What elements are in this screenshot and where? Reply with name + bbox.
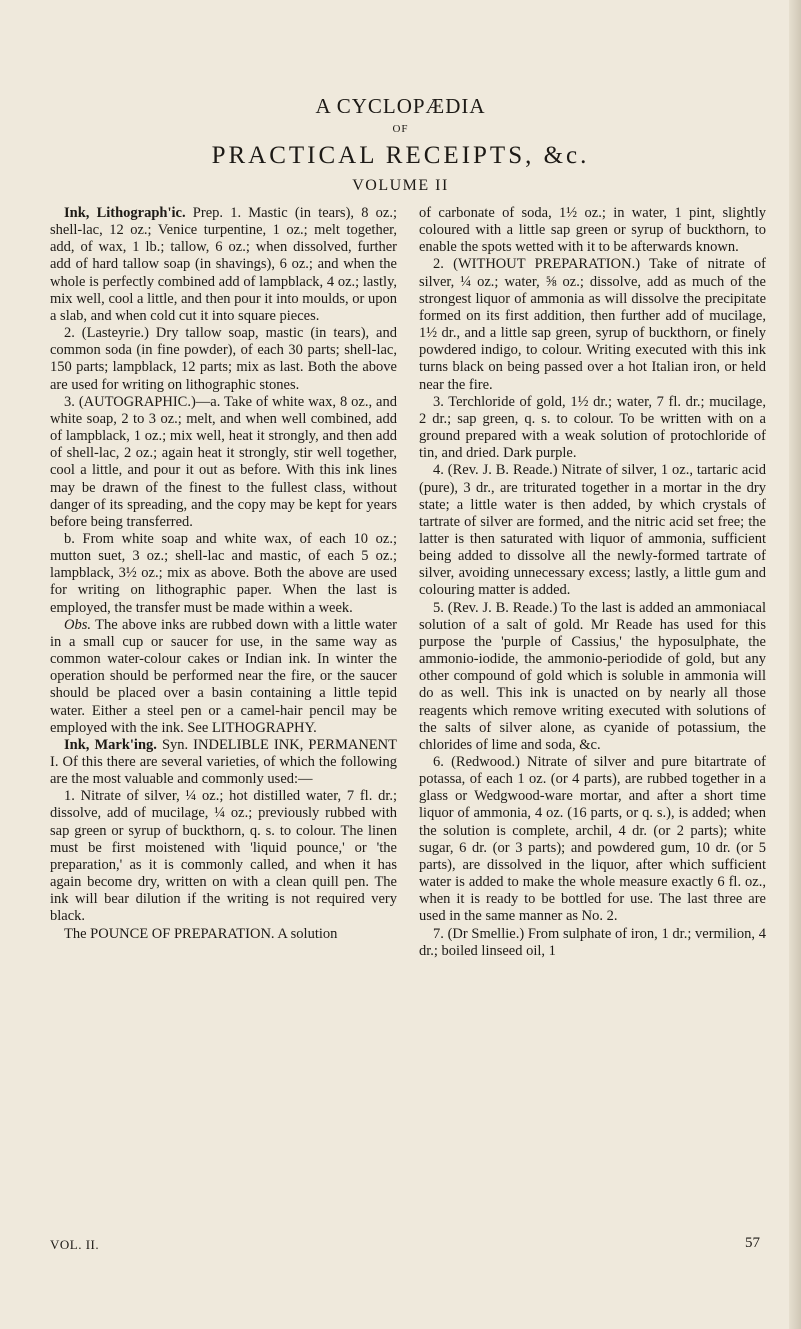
paragraph-text: Syn. INDELIBLE INK, PERMANENT I. Of this there are several varieties, of which the following are the most valuable and commonly used:— xyxy=(50,736,397,788)
paragraph xyxy=(50,205,397,325)
paragraph-text: 4. (Rev. J. B. Reade.) Nitrate of silver, 1 oz., tartaric acid (pure), 3 dr., are triturated together in a mortar in the dry state; a little water is then added, by which crystals of tartrate of silver are formed, and the nitric acid set free; the latter is then saturated with liquor of ammonia, sufficient being added to dissolve all the newly-formed tartrate of silver, avoiding unnecessary excess; lastly, a little gum and colouring matter is added. xyxy=(419,462,766,599)
paragraph-text: 2. (Lasteyrie.) Dry tallow soap, mastic (in tears), and common soda (in fine powder), of each 30 parts; shell-lac, 150 parts; lampblack, 12 parts; mix as last. Both the above are used for writing on lithographic stones. xyxy=(50,325,397,393)
page-number: 57 xyxy=(745,1235,760,1251)
title-line-2: OF xyxy=(392,123,409,135)
paragraph xyxy=(419,394,766,463)
title-line-1: A CYCLOPÆDIA xyxy=(315,94,486,118)
paragraph-lead: Ink, Mark'ing. xyxy=(64,736,157,753)
paragraph-text: Prep. 1. Mastic (in tears), 8 oz.; shell-lac, 12 oz.; Venice turpentine, 1 oz.; melt together, add, of wax, 1 lb.; tallow, 6 oz.; when dissolved, further add of hard tallow soap (in shavings), 6 oz.; and when the whole is perfectly combined add of lampblack, 4 oz.; lastly, mix well, cool a little, and then pour it into moulds, or upon a slab, and when cold cut it into square pieces. xyxy=(50,205,397,324)
page-edge-shadow xyxy=(789,0,801,1329)
volume-footer: VOL. II. xyxy=(50,1237,100,1252)
paragraph xyxy=(419,256,766,393)
left-column xyxy=(50,205,397,943)
paragraph xyxy=(419,926,766,960)
paragraph xyxy=(50,394,397,531)
paragraph-text: of carbonate of soda, 1½ oz.; in water, 1 pint, slightly coloured with a little sap green or syrup of buckthorn, to enable the spots wetted with it to be afterwards known. xyxy=(419,205,766,256)
paragraph-text: 7. (Dr Smellie.) From sulphate of iron, 1 dr.; vermilion, 4 dr.; boiled linseed oil, 1 xyxy=(419,925,766,959)
paragraph-text: 6. (Redwood.) Nitrate of silver and pure bitartrate of potassa, of each 1 oz. (or 4 parts), are rubbed together in a glass or Wedgwood-ware mortar, and after a short time liquor of ammonia, 4 oz. (16 parts, or q. s.), is added; when the solution is complete, archil, 4 dr. (or 2 parts); white sugar, 6 dr. (or 3 parts); and powdered gum, 10 dr. (or 5 parts), are dissolved in the liquor, after which sufficient water is added to make the whole measure exactly 6 fl. oz., when it is ready to be bottled for use. The last three are used in the same manner as No. 2. xyxy=(419,754,766,925)
paragraph xyxy=(50,531,397,617)
paragraph xyxy=(50,926,397,943)
title-line-3: PRACTICAL RECEIPTS, &c. xyxy=(211,142,590,169)
paragraph xyxy=(419,462,766,599)
paragraph-text: 3. (AUTOGRAPHIC.)—a. Take of white wax, 8 oz., and white soap, 2 to 3 oz.; melt, and when well combined, add of lampblack, 1 oz.; mix well, heat it strongly, and then add of shell-lac, 2 oz.; again heat it strongly, stir well together, cool a little, and pour it out as before. With this ink lines may be drawn of the finest to the fullest class, without danger of its spreading, and the copy may be kept for years before being transferred. xyxy=(50,393,397,530)
paragraph-text: 5. (Rev. J. B. Reade.) To the last is added an ammoniacal solution of a salt of gold. Mr Reade has used for this purpose the 'purple of Cassius,' the hyposulphate, the ammonio-iodide, the ammonio-periodide of gold, but any other compound of gold which is soluble in ammonia will do as well. This ink is unacted on by nearly all those reagents which remove writing executed with solutions of the salts of silver alone, as cyanide of potassium, the chlorides of lime and soda, &c. xyxy=(419,599,766,753)
paragraph xyxy=(50,617,397,737)
volume-heading: VOLUME II xyxy=(352,177,449,194)
right-column xyxy=(419,205,766,960)
paragraph xyxy=(50,737,397,788)
paragraph xyxy=(419,600,766,754)
paragraph-lead: Obs. xyxy=(64,616,91,633)
paragraph xyxy=(50,325,397,394)
paragraph-text: 3. Terchloride of gold, 1½ dr.; water, 7 fl. dr.; mucilage, 2 dr.; sap green, q. s. to colour. To be written with on a ground prepared with a weak solution of protochloride of tin, and dried. Dark purple. xyxy=(419,393,766,462)
paragraph-lead: Ink, Lithograph'ic. xyxy=(64,205,186,221)
paragraph xyxy=(419,205,766,256)
paragraph-text: 2. (WITHOUT PREPARATION.) Take of nitrate of silver, ¼ oz.; water, ⅝ oz.; dissolve, add as much of the strongest liquor of ammonia as will dissolve the precipitate formed on its first addition, then further add of mucilage, 1½ dr., and a little sap green, syrup of buckthorn, or finely powdered indigo, to colour. Writing executed with this ink turns black on being passed over a hot Italian iron, or held near the fire. xyxy=(419,256,766,393)
paragraph-text: The above inks are rubbed down with a little water in a small cup or saucer for use, in the same way as common water-colour cakes or Indian ink. In winter the operation should be performed near the fire, or the saucer should be placed over a basin containing a little tepid water. Either a steel pen or a camel-hair pencil may be employed with the ink. See LITHOGRAPHY. xyxy=(50,616,397,736)
paragraph-text: The POUNCE OF PREPARATION. A solution xyxy=(64,925,338,942)
paragraph-text: 1. Nitrate of silver, ¼ oz.; hot distilled water, 7 fl. dr.; dissolve, add of mucilage, ¼ oz.; previously rubbed with sap green or syrup of buckthorn, q. s. to colour. The linen must be first moistened with 'liquid pounce,' or 'the preparation,' as it is commonly called, and when it has again become dry, written on with a clean quill pen. The ink will bear dilution if the writing is not required very black. xyxy=(50,788,397,925)
paragraph xyxy=(419,754,766,926)
paragraph-text: b. From white soap and white wax, of each 10 oz.; mutton suet, 3 oz.; shell-lac and mastic, of each 5 oz.; lampblack, 3½ oz.; mix as above. Both the above are used for writing on lithographic paper. When the last is employed, the transfer must be made within a week. xyxy=(50,530,397,616)
paragraph xyxy=(50,788,397,925)
